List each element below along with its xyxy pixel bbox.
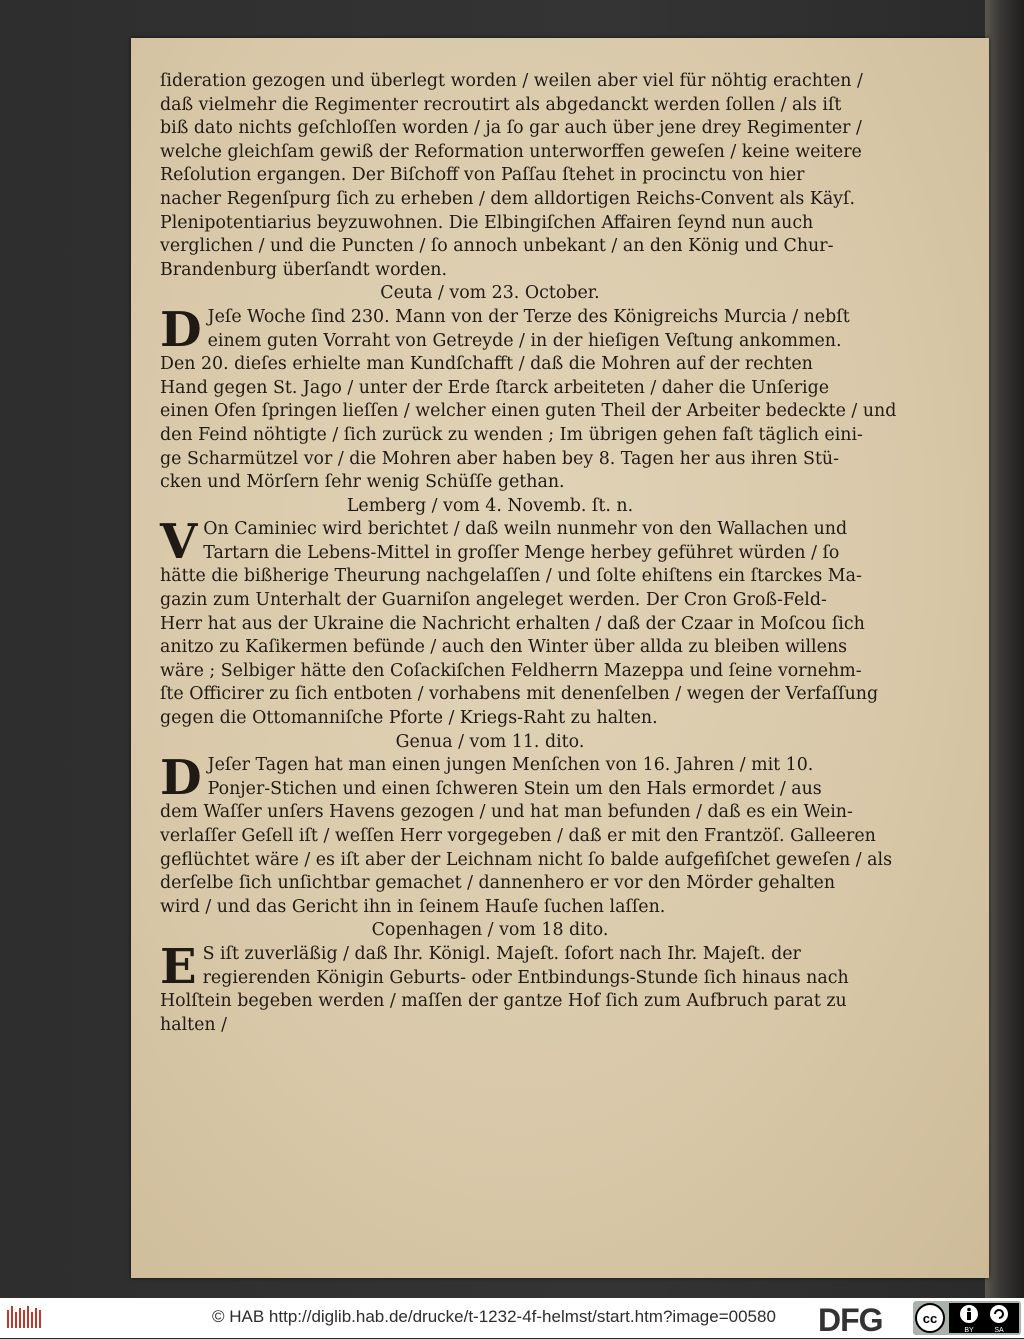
text-line: welche gleichſam gewiß der Reformation unterworffen geweſen / keine weitere: [160, 141, 862, 162]
dropcap-ceuta: D: [160, 301, 202, 358]
paragraph-genua: [160, 750, 893, 919]
text-line: verglichen / und die Puncten / ſo annoch unbekant / an den König und Chur-: [160, 236, 834, 257]
text-line: ge Scharmützel vor / die Mohren aber haben bey 8. Tagen her aus ihren Stü-: [160, 448, 840, 469]
text-line: daß vielmehr die Regimenter recroutirt als abgedanckt werden ſollen / als iſt: [160, 94, 842, 115]
text-line: Hand gegen St. Jago / unter der Erde ſtarck arbeiteten / daher die Unſerige: [160, 377, 830, 398]
dfg-logo: DFG: [818, 1302, 883, 1338]
text-line: derſelbe ſich unſichtbar gemachet / dannenhero er vor den Mörder gehalten: [160, 873, 836, 894]
text-line: Holſtein begeben werden / maſſen der gantze Hof ſich zum Aufbruch parat zu: [160, 991, 847, 1012]
text-line: nacher Regenſpurg ſich zu erheben / dem alldortigen Reichs-Convent als Käyſ.: [160, 188, 855, 209]
text-line: Brandenburg überſandt worden.: [160, 259, 448, 280]
text-line: Tartarn die Lebens-Mittel in groſſer Menge herbey geführet würden / ſo: [203, 542, 840, 563]
text-line: Reſolution ergangen. Der Biſchoff von Paſſau ſtehet in procinctu von hier: [160, 165, 805, 186]
text-line: ſte Officirer zu ſich entboten / vorhabens mit denenſelben / wegen der Verfaſſung: [160, 684, 879, 705]
license-by-label: BY: [964, 1327, 974, 1334]
copyright-link[interactable]: © HAB http://diglib.hab.de/drucke/t-1232-4f-helmst/start.htm?image=00580: [212, 1307, 776, 1326]
hab-logo-icon: [6, 1304, 44, 1332]
heading-ceuta: Ceuta / vom 23. October.: [380, 283, 600, 304]
text-line: Den 20. dieſes erhielte man Kundſchafft / daß die Mohren auf der rechten: [160, 354, 813, 375]
text-line: hätte die bißherige Theurung nachgelaſſen / und ſolte ehiſtens ein ſtarckes Ma-: [160, 566, 862, 587]
cc-by-sa-license-icon[interactable]: [913, 1301, 1021, 1335]
text-line: wäre ; Selbiger hätte den Coſackiſchen Feldherrn Mazeppa und ſeine vornehm-: [160, 660, 862, 681]
text-line: wird / und das Gericht ihn in ſeinem Hauſe ſuchen laſſen.: [160, 896, 666, 917]
text-line: Ponjer-Stichen und einen ſchweren Stein um den Hals ermordet / aus: [207, 778, 822, 799]
text-line: regierenden Königin Geburts- oder Entbindungs-Stunde ſich hinaus nach: [202, 967, 849, 988]
text-line: ſideration gezogen und überlegt worden / weilen aber viel für nöhtig erachten /: [160, 71, 863, 91]
text-line: verlaſſer Geſell iſt / weſſen Herr vorgegeben / daß er mit den Frantzöſ. Galleeren: [160, 826, 876, 846]
text-line: dem Waſſer unſers Havens gezogen / und hat man befunden / daß es ein Wein-: [160, 802, 853, 823]
text-line: einem guten Vorraht von Getreyde / in der hieſigen Veſtung ankommen.: [207, 330, 842, 351]
svg-text:cc: cc: [922, 1311, 938, 1326]
paragraph-intro: [160, 70, 863, 282]
heading-copenhagen: Copenhagen / vom 18 dito.: [371, 920, 609, 941]
paragraph-lemberg: [160, 514, 879, 730]
page-text: [160, 70, 897, 1037]
paragraph-copenhagen: [160, 938, 849, 1037]
paragraph-ceuta: [160, 301, 897, 495]
text-line: Herr hat aus der Ukraine die Nachricht erhalten / daß der Czaar in Moſcou ſich: [160, 613, 865, 634]
dropcap-lemberg: V: [160, 514, 198, 571]
text-line: einen Ofen ſpringen lieſſen / welcher einen guten Theil der Arbeiter bedeckte / und: [160, 401, 897, 422]
text-line: Jeſe Woche ſind 230. Mann von der Terze des Königreichs Murcia / nebſt: [207, 306, 850, 327]
next-page-edge: [985, 0, 1024, 1298]
text-line: halten /: [160, 1014, 227, 1035]
text-line: Jeſer Tagen hat man einen jungen Menſchen von 16. Jahren / mit 10.: [207, 755, 814, 776]
dropcap-genua: D: [160, 750, 202, 807]
license-sa-label: SA: [994, 1327, 1004, 1334]
text-line: On Caminiec wird berichtet / daß weiln nunmehr von den Wallachen und: [203, 519, 848, 540]
footer-bar: [0, 1298, 1024, 1338]
text-line: gegen die Ottomanniſche Pforte / Kriegs-Raht zu halten.: [160, 708, 658, 729]
heading-genua: Genua / vom 11. dito.: [395, 731, 585, 752]
heading-lemberg: Lemberg / vom 4. Novemb. ſt. n.: [346, 495, 634, 516]
dropcap-copenhagen: E: [160, 938, 197, 995]
text-line: biß dato nichts geſchloſſen worden / ja ſo gar auch über jene drey Regimenter /: [160, 118, 862, 139]
text-line: anitzo zu Kaſikermen befünde / auch den Winter über allda zu bleiben willens: [160, 637, 847, 658]
text-line: gazin zum Unterhalt der Guarniſon angeleget werden. Der Cron Groß-Feld-: [160, 590, 827, 611]
text-line: geflüchtet wäre / es iſt aber der Leichnam nicht ſo balde aufgefiſchet geweſen / als: [160, 849, 893, 870]
text-line: S iſt zuverläßig / daß Ihr. Königl. Majeſt. ſofort nach Ihr. Majeſt. der: [202, 943, 801, 964]
text-line: cken und Mörſern ſehr wenig Schüſſe gethan.: [160, 472, 565, 493]
text-line: den Feind nöhtigte / ſich zurück zu wenden ; Im übrigen gehen faſt täglich eini-: [160, 424, 863, 445]
text-line: Plenipotentiarius beyzuwohnen. Die Elbingiſchen Affairen ſeynd nun auch: [160, 212, 814, 233]
